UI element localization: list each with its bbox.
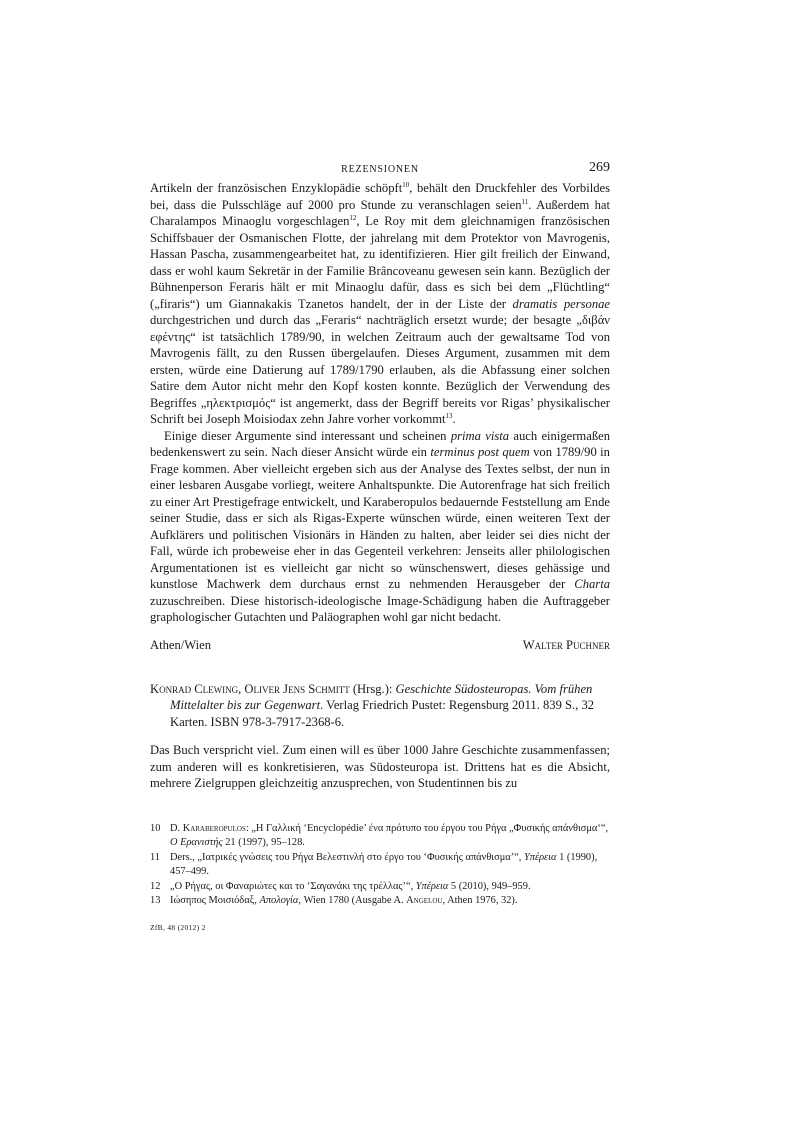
footnote-13: 13 Ιώσηπος Μοισιόδαξ, Απολογία, Wien 1780 (Ausgabe A. Angelou, Athen 1976, 32). — [150, 895, 518, 906]
running-head — [150, 160, 610, 180]
review-citation: Konrad Clewing, Oliver Jens Schmitt (Hrsg.): Geschichte Südosteuropas. Vom frühen Mittelalter bis zur Gegenwart. Verlag Friedrich Pustet: Regensburg 2011. 839 S., 32 Karten. ISBN 978-3-7917-2368-6. — [150, 681, 595, 729]
paragraph-1: Artikeln der französischen Enzyklopädie schöpft$^{10}$, behält den Druckfehler des Vorbildes bei, dass die Pulsschläge auf 2000 pro Stunde zu veranschlagen seien$^{11}$. Außerdem hat Charalampos Minaoglu vorgeschlagen$^{12}$, Le Roy mit dem gleichnamigen französischen Schiffsbauer der Osmanischen Flotte, der jahrelang mit dem Protektor von Mavrogenis, Hassan Pascha, zusammengearbeitet hat, zu identifizieren. Hier gilt freilich der Einwand, dass er wohl kaum Sekretär in der Familie Brâncoveanu gewesen sein kann. Bezüglich der Bühnenperson Feraris hält er mit Minaoglu dafür, dass es sich bei dem „Flüchtling“ („firaris“) um Giannakakis Tzanetos handelt, der in der Liste der dramatis personae durchgestrichen und durch das „Feraris“ nachträglich ersetzt wurde; der besagte „διβάν εφέντης“ ist tatsächlich 1789/90, in welchen Zeitraum auch der gewaltsame Tod von Mavrogenis fällt, zu den Russen übergelaufen. Dieses Argument, zusammen mit dem ersten, würde eine Datierung auf 1789/1790 erlauben, als die Abfassung einer solchen Satire dem Autor nicht mehr den Kopf kosten konnte. Bezüglich der Verwendung des Begriffes „ηλεκτρισμός“ ist angemerkt, dass der Begriff bereits vor Rigas’ physikalischer Schrift bei Joseph Moisiodax zehn Jahre vorher vorkommt$^{13}$. — [150, 181, 611, 426]
footnotes — [150, 822, 610, 909]
footnote-ref-12[interactable]: 12 — [349, 214, 357, 222]
review-authors: Konrad Clewing, Oliver Jens Schmitt — [150, 681, 350, 696]
page-number: 269 — [589, 160, 610, 175]
signature-author: Walter Puchner — [522, 637, 610, 652]
page — [150, 160, 610, 932]
article-body — [150, 180, 610, 626]
signature — [150, 638, 610, 653]
footnote-ref-13[interactable]: 13 — [445, 412, 453, 420]
footnote-ref-11[interactable]: 11 — [521, 197, 529, 206]
footnote-11: 11 Ders., „Ιατρικές γνώσεις του Ρήγα Βελεστινλή στο έργο του ‘Φυσικής απάνθισμα’“, Υπέρεια 1 (1990), 457–499. — [150, 851, 598, 877]
journal-footer: ZfB, 48 (2012) 2 — [150, 922, 206, 932]
footnote-12: 12 „Ο Ρήγας, οι Φαναριώτες και το ‘Σαγανάκι της τρέλλας’“, Υπέρεια 5 (2010), 949–959. — [150, 880, 531, 892]
review-body: Das Buch verspricht viel. Zum einen will es über 1000 Jahre Geschichte zusammenfassen; zum anderen will es konkretisieren, was Südosteuropa ist. Drittens hat es die Absicht, mehrere Zielgruppen gleichzeitig anzusprechen, von Studentinnen bis zu — [150, 743, 610, 790]
signature-place: Athen/Wien — [150, 637, 212, 652]
section-title: REZENSIONEN — [341, 164, 419, 175]
footnote-10: 10 D. Karaberopulos: „Η Γαλλική ‘Encyclopédie’ ένα πρότυπο του έργου του Ρήγα „Φυσικής απάνθισμα‘“, O Ερανιστής 21 (1997), 95–128. — [150, 822, 609, 848]
footnote-ref-10[interactable]: 10 — [402, 181, 410, 189]
paragraph-2: Einige dieser Argumente sind interessant und scheinen prima vista auch einigermaßen bedenkenswert zu sein. Nach dieser Ansicht würde ein terminus post quem von 1789/90 in Frage kommen. Aber vielleicht ergeben sich aus der Analyse des Textes selbst, der nun in einer lesbaren Ausgabe vorliegt, weitere Anhaltspunkte. Die Autorenfrage hat sich freilich zu einer Art Prestigefrage entwickelt, und Karaberopulos bedauernde Feststellung am Ende seiner Studie, dass er sich als Rigas-Experte wünschen würde, einen weiteren Text der Aufklärers und politischen Visionärs in Händen zu halten, aber leider sei dies nicht der Fall, würde ich probeweise eher in das Gegenteil verkehren: Jenseits aller philologischen Argumentationen ist es vielleicht gar nicht so wünschenswert, dieses gehässige und kunstlose Machwerk dem durchaus ernst zu nehmenden Herausgeber der Charta zuzuschreiben. Diese historisch-ideologische Image-Schädigung haben die Auftraggeber graphologischer Gutachten und Paläographen wohl gar nicht bedacht. — [150, 428, 611, 624]
review-book-title: Geschichte Südosteuropas. Vom frühen Mittelalter bis zur Gegenwart — [170, 681, 593, 712]
